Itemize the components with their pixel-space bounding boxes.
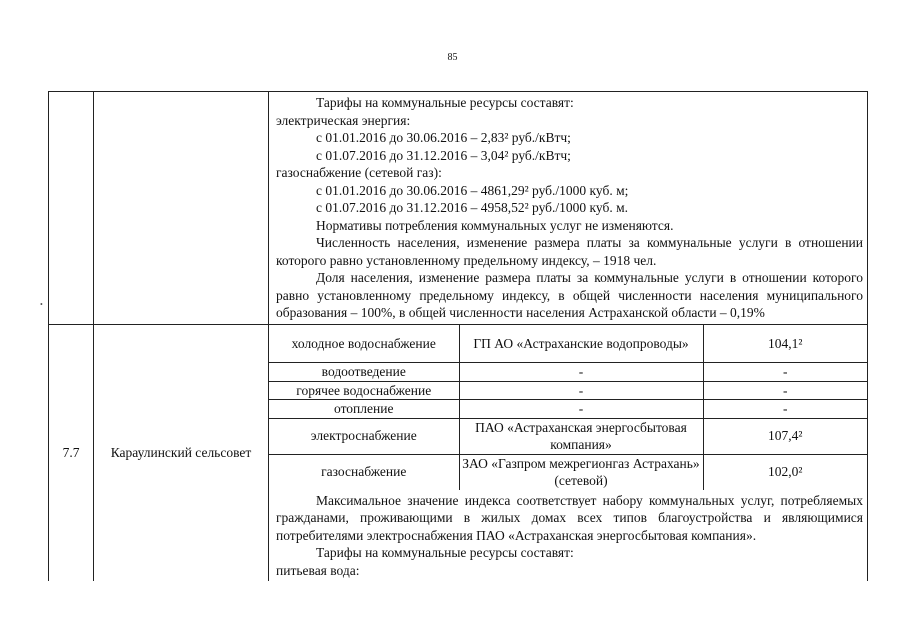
service-name: газоснабжение <box>269 454 459 490</box>
text-line: Максимальное значение индекса соответствует набору коммунальных услуг, потребляемых гражданами, проживающими в жилых домах всех типов благоустройства и являющимися потребителями электроснабжения ПАО «Астраханская энергосбытовая компания». <box>276 492 863 543</box>
text-line: Тарифы на коммунальные ресурсы составят: <box>316 545 574 560</box>
service-name: отопление <box>269 400 459 419</box>
settlement-name: Караулинский сельсовет <box>94 324 269 581</box>
page-number: 85 <box>447 52 458 63</box>
service-row <box>269 363 867 382</box>
index-value: 104,1² <box>703 325 867 363</box>
provider-name: ГП АО «Астраханские водопроводы» <box>459 325 703 363</box>
service-row <box>269 418 867 454</box>
service-row <box>269 454 867 490</box>
provider-name: ПАО «Астраханская энергосбытовая компания» <box>459 418 703 454</box>
table-row-section <box>49 324 868 581</box>
index-value: - <box>703 381 867 400</box>
text-line: газоснабжение (сетевой газ): <box>276 165 442 180</box>
text-line: с 01.01.2016 до 30.06.2016 – 4861,29² руб./1000 куб. м; <box>316 182 629 198</box>
section-number: 7.7 <box>49 324 94 581</box>
service-row <box>269 400 867 419</box>
index-value: 107,4² <box>703 418 867 454</box>
number-cell-empty <box>49 92 94 325</box>
provider-name: ЗАО «Газпром межрегионгаз Астрахань» (сетевой) <box>459 454 703 490</box>
text-line: с 01.01.2016 до 30.06.2016 – 2,83² руб./кВтч; <box>316 130 571 145</box>
tariff-table <box>48 91 868 581</box>
name-cell-empty <box>94 92 269 325</box>
top-text-cell <box>269 92 868 325</box>
text-line: с 01.07.2016 до 31.12.2016 – 3,04² руб./кВтч; <box>316 147 571 163</box>
text-line: электрическая энергия: <box>276 112 411 128</box>
index-value: - <box>703 363 867 382</box>
text-line: питьевая вода: <box>276 562 360 578</box>
provider-name: - <box>459 400 703 419</box>
services-table <box>269 325 867 490</box>
service-row <box>269 381 867 400</box>
text-line: Тарифы на коммунальные ресурсы составят: <box>316 95 574 110</box>
tariff-text-block <box>269 92 867 324</box>
service-name: горячее водоснабжение <box>269 381 459 400</box>
index-text-block <box>269 490 867 582</box>
text-line: Доля населения, изменение размера платы за коммунальные услуги в отношении которого равно установленному предельному индексу, в общей численности населения муниципального образования – 100%, в общей численности населения Астраханской области – 0,19% <box>276 270 863 320</box>
text-line: Численность населения, изменение размера платы за коммунальные услуги в отношении которого равно установленному предельному индексу, – 1918 чел. <box>276 235 863 268</box>
index-value: - <box>703 400 867 419</box>
service-name: электроснабжение <box>269 418 459 454</box>
scan-dot: • <box>40 300 43 309</box>
table-row-previous-section <box>49 92 868 325</box>
text-line: Нормативы потребления коммунальных услуг не изменяются. <box>316 217 674 233</box>
service-row <box>269 325 867 363</box>
index-value: 102,0² <box>703 454 867 490</box>
section-detail-cell <box>269 324 868 581</box>
provider-name: - <box>459 363 703 382</box>
provider-name: - <box>459 381 703 400</box>
text-line: с 01.07.2016 до 31.12.2016 – 4958,52² руб./1000 куб. м. <box>316 200 629 215</box>
service-name: водоотведение <box>269 363 459 382</box>
service-name: холодное водоснабжение <box>269 325 459 363</box>
